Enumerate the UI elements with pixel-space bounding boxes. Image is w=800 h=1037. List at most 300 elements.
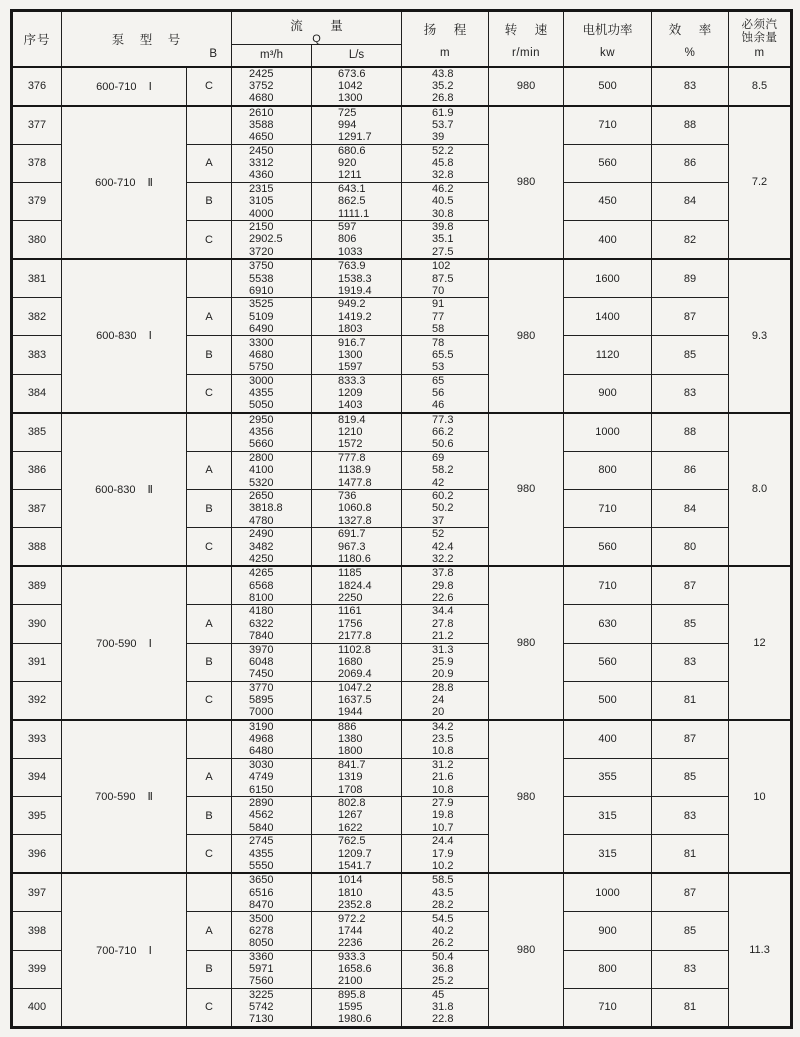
head-cell <box>402 374 489 413</box>
value-line: 4780 <box>249 514 274 527</box>
value-line: 777.8 <box>338 451 366 464</box>
serial-cell: 398 <box>12 912 62 950</box>
value-line: 69 <box>432 451 445 464</box>
variant-cell: A <box>187 912 232 950</box>
efficiency-cell: 81 <box>652 835 729 874</box>
value-line: 34.4 <box>432 605 454 618</box>
value-line: 91 <box>432 298 445 311</box>
value-line: 1800 <box>338 745 363 758</box>
efficiency-cell: 81 <box>652 988 729 1027</box>
npsh-cell: 7.2 <box>729 106 792 260</box>
variant-cell: B <box>187 797 232 835</box>
head-cell <box>402 221 489 260</box>
value-line: 819.4 <box>338 413 366 426</box>
power-cell: 400 <box>564 720 652 759</box>
value-line: 2315 <box>249 183 274 196</box>
flow-m3h-cell <box>232 451 312 489</box>
speed-cell: 980 <box>489 720 564 874</box>
value-line: 78 <box>432 336 445 349</box>
value-line: 8050 <box>249 937 274 950</box>
value-line: 43.5 <box>432 886 454 899</box>
efficiency-cell: 86 <box>652 144 729 182</box>
header-impeller-variant-label: B <box>209 47 218 60</box>
value-line: 841.7 <box>338 759 366 772</box>
value-line: 1033 <box>338 245 363 258</box>
table-body <box>12 67 792 1028</box>
value-line: 3970 <box>249 643 274 656</box>
serial-cell: 379 <box>12 182 62 220</box>
head-cell <box>402 67 489 106</box>
value-line: 1810 <box>338 886 363 899</box>
power-cell: 1000 <box>564 873 652 912</box>
value-line: 1327.8 <box>338 514 372 527</box>
header-model-label: 泵 型 号 <box>111 32 182 47</box>
header-npsh-line2: 蚀余量 <box>741 31 778 44</box>
serial-cell: 387 <box>12 489 62 527</box>
value-line: 77 <box>432 310 445 323</box>
header-npsh-line1: 必须汽 <box>741 18 778 31</box>
power-cell: 1120 <box>564 336 652 374</box>
value-line: 8100 <box>249 591 274 604</box>
npsh-cell: 8.5 <box>729 67 792 106</box>
header-power-title: 电机功率 <box>582 22 633 37</box>
header-speed <box>489 11 564 67</box>
value-line: 802.8 <box>338 797 366 810</box>
flow-ls-cell <box>312 144 402 182</box>
head-cell <box>402 797 489 835</box>
head-cell <box>402 758 489 796</box>
flow-ls-cell <box>312 988 402 1027</box>
value-line: 2100 <box>338 975 363 988</box>
value-line: 36.8 <box>432 962 454 975</box>
value-line: 58.5 <box>432 874 454 887</box>
value-line: 21.2 <box>432 630 454 643</box>
value-line: 53 <box>432 361 445 374</box>
value-line: 10.2 <box>432 859 454 872</box>
power-cell: 710 <box>564 489 652 527</box>
power-cell: 560 <box>564 528 652 567</box>
header-model <box>62 11 232 67</box>
header-flow-unit-m3h: m³/h <box>232 45 312 67</box>
value-line: 680.6 <box>338 144 366 157</box>
efficiency-cell: 87 <box>652 566 729 605</box>
header-flow-unit-ls: L/s <box>312 45 402 67</box>
value-line: 933.3 <box>338 950 366 963</box>
value-line: 4360 <box>249 169 274 182</box>
variant-cell: B <box>187 182 232 220</box>
value-line: 2425 <box>249 67 274 80</box>
value-line: 1102.8 <box>338 643 371 656</box>
value-line: 5320 <box>249 476 274 489</box>
flow-ls-cell <box>312 67 402 106</box>
npsh-cell: 10 <box>729 720 792 874</box>
value-line: 3300 <box>249 336 274 349</box>
value-line: 1980.6 <box>338 1013 372 1026</box>
flow-m3h-cell <box>232 988 312 1027</box>
value-line: 1419.2 <box>338 310 372 323</box>
flow-m3h-cell <box>232 374 312 413</box>
value-line: 46 <box>432 399 445 412</box>
efficiency-cell: 85 <box>652 912 729 950</box>
value-line: 22.8 <box>432 1013 454 1026</box>
value-line: 31.8 <box>432 1001 454 1014</box>
efficiency-cell: 86 <box>652 451 729 489</box>
variant-cell: B <box>187 336 232 374</box>
value-line: 1756 <box>338 617 363 630</box>
value-line: 5750 <box>249 361 274 374</box>
value-line: 31.2 <box>432 759 454 772</box>
value-line: 6910 <box>249 284 274 297</box>
serial-cell: 386 <box>12 451 62 489</box>
value-line: 4968 <box>249 733 274 746</box>
head-cell <box>402 566 489 605</box>
efficiency-cell: 85 <box>652 605 729 643</box>
pump-row-377 <box>12 106 792 145</box>
value-line: 28.2 <box>432 899 454 912</box>
flow-m3h-cell <box>232 835 312 874</box>
serial-cell: 395 <box>12 797 62 835</box>
power-cell: 500 <box>564 681 652 720</box>
head-cell <box>402 106 489 145</box>
value-line: 1319 <box>338 771 363 784</box>
speed-cell: 980 <box>489 566 564 720</box>
value-line: 56 <box>432 386 445 399</box>
value-line: 5971 <box>249 962 274 975</box>
head-cell <box>402 681 489 720</box>
header-efficiency <box>652 11 729 67</box>
flow-ls-cell <box>312 259 402 298</box>
value-line: 58.2 <box>432 464 454 477</box>
head-cell <box>402 835 489 874</box>
serial-cell: 380 <box>12 221 62 260</box>
value-line: 597 <box>338 221 357 234</box>
flow-ls-cell <box>312 605 402 643</box>
flow-ls-cell <box>312 950 402 988</box>
flow-m3h-cell <box>232 336 312 374</box>
value-line: 2745 <box>249 835 274 848</box>
value-line: 61.9 <box>432 106 454 119</box>
head-cell <box>402 413 489 452</box>
power-cell: 1400 <box>564 298 652 336</box>
value-line: 1209.7 <box>338 847 372 860</box>
value-line: 10.7 <box>432 821 454 834</box>
pump-row-389 <box>12 566 792 605</box>
value-line: 862.5 <box>338 195 366 208</box>
value-line: 1944 <box>338 706 363 719</box>
header-flow-symbol: Q <box>312 33 321 45</box>
flow-m3h-cell <box>232 298 312 336</box>
pump-row-385 <box>12 413 792 452</box>
value-line: 1658.6 <box>338 962 372 975</box>
value-line: 949.2 <box>338 298 366 311</box>
value-line: 5895 <box>249 694 274 707</box>
model-cell: 700-710 Ⅰ <box>62 873 187 1027</box>
flow-ls-cell <box>312 528 402 567</box>
pump-row-376 <box>12 67 792 106</box>
serial-cell: 396 <box>12 835 62 874</box>
value-line: 1014 <box>338 874 363 887</box>
serial-cell: 381 <box>12 259 62 298</box>
variant-cell <box>187 106 232 145</box>
efficiency-cell: 87 <box>652 720 729 759</box>
serial-cell: 383 <box>12 336 62 374</box>
value-line: 21.6 <box>432 771 454 784</box>
value-line: 66.2 <box>432 426 454 439</box>
value-line: 58 <box>432 323 445 336</box>
value-line: 4680 <box>249 92 274 105</box>
value-line: 833.3 <box>338 374 366 387</box>
value-line: 3225 <box>249 988 274 1001</box>
power-cell: 560 <box>564 643 652 681</box>
header-head-stack <box>402 16 488 62</box>
serial-cell: 400 <box>12 988 62 1027</box>
efficiency-cell: 84 <box>652 489 729 527</box>
value-line: 17.9 <box>432 847 454 860</box>
flow-m3h-cell <box>232 643 312 681</box>
efficiency-cell: 85 <box>652 336 729 374</box>
value-line: 3750 <box>249 260 274 273</box>
power-cell: 450 <box>564 182 652 220</box>
speed-cell: 980 <box>489 259 564 413</box>
value-line: 4355 <box>249 847 274 860</box>
value-line: 20 <box>432 706 445 719</box>
value-line: 7130 <box>249 1013 274 1026</box>
value-line: 60.2 <box>432 490 454 503</box>
header-npsh <box>729 11 792 67</box>
power-cell: 630 <box>564 605 652 643</box>
head-cell <box>402 259 489 298</box>
value-line: 19.8 <box>432 809 454 822</box>
value-line: 4356 <box>249 426 274 439</box>
value-line: 4180 <box>249 605 274 618</box>
flow-ls-cell <box>312 221 402 260</box>
value-line: 5538 <box>249 272 274 285</box>
value-line: 6516 <box>249 886 274 899</box>
header-speed-title: 转 速 <box>504 22 548 37</box>
value-line: 35.2 <box>432 79 454 92</box>
value-line: 1291.7 <box>338 131 372 144</box>
value-line: 1060.8 <box>338 502 372 515</box>
variant-cell <box>187 720 232 759</box>
flow-ls-cell <box>312 413 402 452</box>
pump-row-381 <box>12 259 792 298</box>
value-line: 1180.6 <box>338 552 371 565</box>
model-cell: 600-710 Ⅱ <box>62 106 187 260</box>
flow-m3h-cell <box>232 413 312 452</box>
value-line: 1138.9 <box>338 464 371 477</box>
power-cell: 560 <box>564 144 652 182</box>
value-line: 1597 <box>338 361 363 374</box>
value-line: 994 <box>338 119 357 132</box>
head-cell <box>402 912 489 950</box>
value-line: 27.8 <box>432 617 454 630</box>
serial-cell: 390 <box>12 605 62 643</box>
value-line: 5840 <box>249 821 274 834</box>
power-cell: 400 <box>564 221 652 260</box>
value-line: 1047.2 <box>338 681 372 694</box>
efficiency-cell: 87 <box>652 298 729 336</box>
value-line: 10.8 <box>432 745 454 758</box>
flow-ls-cell <box>312 451 402 489</box>
serial-cell: 399 <box>12 950 62 988</box>
value-line: 27.5 <box>432 245 454 258</box>
value-line: 25.2 <box>432 975 454 988</box>
value-line: 2150 <box>249 221 274 234</box>
efficiency-cell: 84 <box>652 182 729 220</box>
power-cell: 800 <box>564 451 652 489</box>
value-line: 5660 <box>249 438 274 451</box>
head-cell <box>402 873 489 912</box>
value-line: 3818.8 <box>249 502 283 515</box>
power-cell: 1600 <box>564 259 652 298</box>
variant-cell: A <box>187 144 232 182</box>
efficiency-cell: 82 <box>652 221 729 260</box>
value-line: 50.2 <box>432 502 454 515</box>
value-line: 2650 <box>249 490 274 503</box>
serial-cell: 389 <box>12 566 62 605</box>
value-line: 3500 <box>249 912 274 925</box>
header-head <box>402 11 489 67</box>
flow-m3h-cell <box>232 720 312 759</box>
flow-m3h-cell <box>232 144 312 182</box>
value-line: 2950 <box>249 413 274 426</box>
value-line: 3770 <box>249 681 274 694</box>
variant-cell: C <box>187 988 232 1027</box>
value-line: 3482 <box>249 540 274 553</box>
power-cell: 710 <box>564 566 652 605</box>
value-line: 7450 <box>249 668 274 681</box>
value-line: 4355 <box>249 386 274 399</box>
header-flow-title: 流 量 <box>290 19 343 33</box>
power-cell: 315 <box>564 797 652 835</box>
flow-ls-cell <box>312 374 402 413</box>
value-line: 40.2 <box>432 924 454 937</box>
value-line: 34.2 <box>432 720 454 733</box>
header-npsh-label <box>742 19 778 45</box>
flow-ls-cell <box>312 912 402 950</box>
value-line: 643.1 <box>338 183 366 196</box>
value-line: 1161 <box>338 605 362 618</box>
head-cell <box>402 950 489 988</box>
value-line: 6490 <box>249 323 274 336</box>
power-cell: 900 <box>564 374 652 413</box>
value-line: 4749 <box>249 771 274 784</box>
value-line: 23.5 <box>432 733 454 746</box>
variant-cell: A <box>187 451 232 489</box>
value-line: 886 <box>338 720 357 733</box>
value-line: 1622 <box>338 821 363 834</box>
value-line: 24 <box>432 694 445 707</box>
value-line: 5050 <box>249 399 274 412</box>
value-line: 20.9 <box>432 668 454 681</box>
variant-cell: A <box>187 758 232 796</box>
head-cell <box>402 489 489 527</box>
value-line: 87.5 <box>432 272 454 285</box>
value-line: 7560 <box>249 975 274 988</box>
value-line: 1637.5 <box>338 694 372 707</box>
value-line: 52.2 <box>432 144 454 157</box>
flow-ls-cell <box>312 873 402 912</box>
header-efficiency-stack <box>652 16 728 62</box>
flow-ls-cell <box>312 758 402 796</box>
header-speed-unit: r/min <box>512 46 541 59</box>
power-cell: 710 <box>564 106 652 145</box>
model-cell: 600-830 Ⅱ <box>62 413 187 567</box>
value-line: 1300 <box>338 92 363 105</box>
value-line: 2902.5 <box>249 233 283 246</box>
flow-m3h-cell <box>232 758 312 796</box>
efficiency-cell: 83 <box>652 643 729 681</box>
value-line: 50.6 <box>432 438 454 451</box>
value-line: 65 <box>432 374 445 387</box>
model-cell: 600-830 Ⅰ <box>62 259 187 413</box>
flow-ls-cell <box>312 182 402 220</box>
variant-cell <box>187 566 232 605</box>
value-line: 42 <box>432 476 445 489</box>
value-line: 1211 <box>338 169 362 182</box>
value-line: 32.8 <box>432 169 454 182</box>
value-line: 1300 <box>338 348 363 361</box>
value-line: 2490 <box>249 528 274 541</box>
value-line: 2800 <box>249 451 274 464</box>
efficiency-cell: 88 <box>652 106 729 145</box>
header-efficiency-title: 效 率 <box>668 22 712 37</box>
flow-ls-cell <box>312 797 402 835</box>
value-line: 4100 <box>249 464 274 477</box>
variant-cell: B <box>187 643 232 681</box>
value-line: 3650 <box>249 874 274 887</box>
value-line: 26.2 <box>432 937 454 950</box>
power-cell: 900 <box>564 912 652 950</box>
value-line: 1209 <box>338 386 363 399</box>
head-cell <box>402 182 489 220</box>
value-line: 2450 <box>249 144 274 157</box>
serial-cell: 382 <box>12 298 62 336</box>
efficiency-cell: 80 <box>652 528 729 567</box>
value-line: 4000 <box>249 207 274 220</box>
serial-cell: 384 <box>12 374 62 413</box>
value-line: 5550 <box>249 859 274 872</box>
value-line: 10.8 <box>432 783 454 796</box>
value-line: 4562 <box>249 809 274 822</box>
value-line: 3588 <box>249 119 274 132</box>
flow-m3h-cell <box>232 566 312 605</box>
header-row-main <box>12 11 792 45</box>
value-line: 39 <box>432 131 445 144</box>
flow-m3h-cell <box>232 182 312 220</box>
variant-cell: B <box>187 950 232 988</box>
value-line: 1680 <box>338 655 363 668</box>
flow-m3h-cell <box>232 797 312 835</box>
variant-cell: B <box>187 489 232 527</box>
head-cell <box>402 988 489 1027</box>
efficiency-cell: 81 <box>652 681 729 720</box>
power-cell: 710 <box>564 988 652 1027</box>
value-line: 6048 <box>249 655 274 668</box>
header-npsh-stack <box>729 16 790 62</box>
value-line: 6568 <box>249 579 274 592</box>
value-line: 1380 <box>338 733 363 746</box>
serial-cell: 378 <box>12 144 62 182</box>
value-line: 1185 <box>338 567 362 580</box>
power-cell: 315 <box>564 835 652 874</box>
header-head-unit: m <box>439 46 451 59</box>
value-line: 3000 <box>249 374 274 387</box>
value-line: 3105 <box>249 195 274 208</box>
head-cell <box>402 336 489 374</box>
value-line: 4680 <box>249 348 274 361</box>
value-line: 42.4 <box>432 540 454 553</box>
